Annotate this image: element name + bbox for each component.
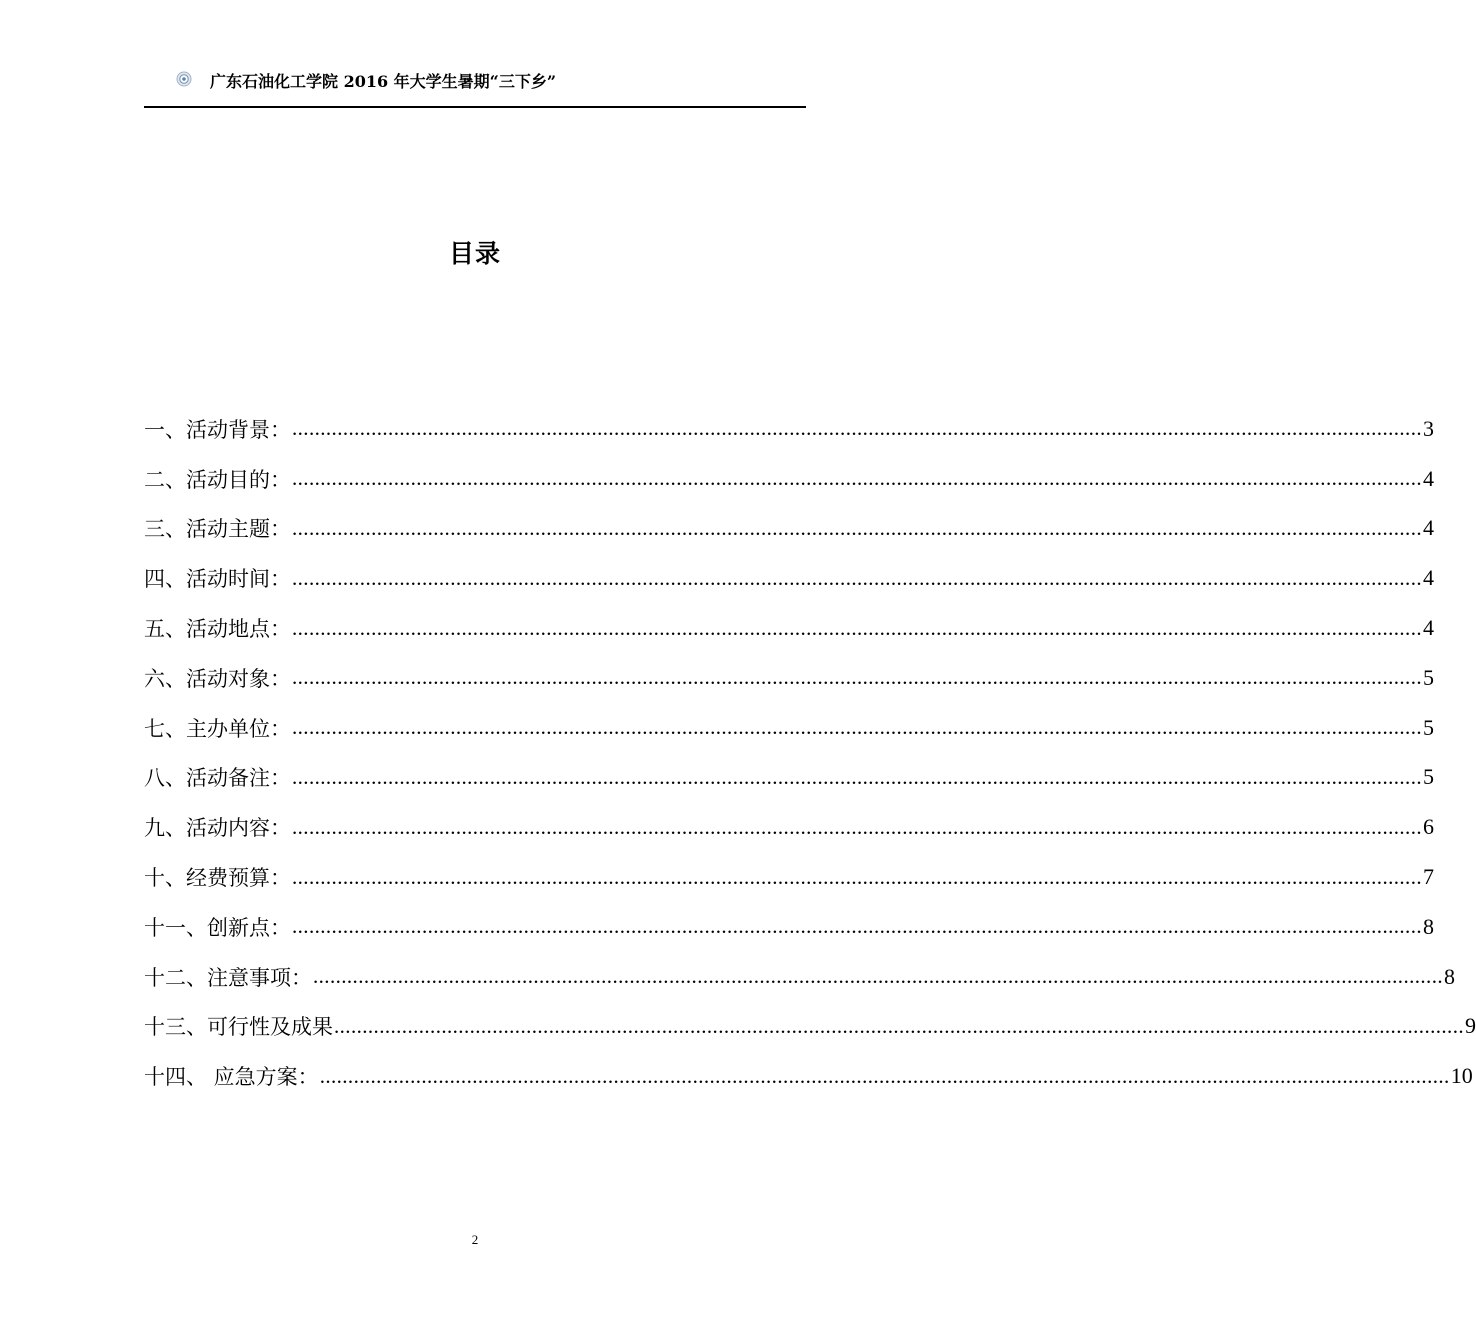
toc-entry-label: 七、主办单位： [144,716,291,741]
toc-leader-dots: ........................................................................................................................................................................................................ [292,864,1422,889]
toc-leader-dots: ........................................................................................................................................................................................................ [292,814,1422,839]
toc-entry-page: 5 [1423,764,1434,790]
toc-entry-label: 十二、注意事项： [144,965,312,990]
toc-entry[interactable] [144,553,1434,603]
toc-entry[interactable] [144,703,1434,753]
toc-entry-page: 3 [1423,415,1434,441]
toc-entry-page: 5 [1423,714,1434,740]
toc-leader-dots: ........................................................................................................................................................................................................ [319,1063,1450,1088]
page-number: 2 [471,1232,479,1247]
toc-entry-label: 三、活动主题： [144,517,291,542]
toc-entry-label: 一、活动背景： [144,417,291,442]
toc-leader-dots: ........................................................................................................................................................................................................ [334,1013,1464,1038]
toc-entry[interactable] [144,753,1434,803]
toc-entry-page: 9 [1465,1013,1476,1039]
toc-leader-dots: ........................................................................................................................................................................................................ [313,964,1443,989]
toc-entry-page: 4 [1423,465,1434,491]
toc-entry-page: 6 [1423,814,1434,840]
toc-entry-page: 7 [1423,864,1434,890]
header-title: 广东石油化工学院 2016 年大学生暑期“三下乡” [210,72,557,91]
toc-title: 目录 [448,239,501,268]
toc-entry-label: 二、活动目的： [144,467,291,492]
toc-entry-label: 十一、创新点： [144,915,291,940]
toc-leader-dots: ........................................................................................................................................................................................................ [292,914,1422,939]
toc-entry-page: 5 [1423,664,1434,690]
toc-entry-page: 8 [1444,963,1455,989]
toc-entry[interactable] [144,504,1434,554]
toc-entry[interactable] [144,454,1434,504]
toc-entry-label: 五、活动地点： [144,617,291,642]
toc-leader-dots: ........................................................................................................................................................................................................ [292,515,1422,540]
toc-leader-dots: ........................................................................................................................................................................................................ [292,615,1422,640]
toc-leader-dots: ........................................................................................................................................................................................................ [292,416,1422,441]
toc-entry-label: 十三、可行性及成果 [144,1015,333,1040]
toc-entry-page: 4 [1423,565,1434,591]
toc-entry-page: 10 [1450,1063,1473,1089]
school-emblem-icon [176,71,192,87]
toc-entry-page: 8 [1423,913,1434,939]
toc-entry-page: 4 [1423,515,1434,541]
toc-entry-label: 八、活动备注： [144,766,291,791]
toc-entry[interactable] [144,802,1434,852]
toc-leader-dots: ........................................................................................................................................................................................................ [292,665,1422,690]
toc-entry[interactable] [144,653,1434,703]
toc-entry[interactable] [144,902,1434,952]
toc-entry-label: 十四、 应急方案： [144,1065,319,1090]
toc-leader-dots: ........................................................................................................................................................................................................ [292,466,1422,491]
toc-leader-dots: ........................................................................................................................................................................................................ [292,764,1422,789]
toc-entry[interactable] [144,404,1434,454]
toc-entry[interactable] [144,603,1434,653]
toc-entry[interactable] [144,852,1434,902]
toc-entry-label: 六、活动对象： [144,666,291,691]
toc-leader-dots: ........................................................................................................................................................................................................ [292,715,1422,740]
toc-entry[interactable] [144,1051,1473,1101]
toc-entry[interactable] [144,1002,1476,1052]
toc-entry-label: 十、经费预算： [144,866,291,891]
toc-entry[interactable] [144,952,1455,1002]
toc-entry-label: 四、活动时间： [144,567,291,592]
toc-entry-label: 九、活动内容： [144,816,291,841]
toc-leader-dots: ........................................................................................................................................................................................................ [292,565,1422,590]
table-of-contents [144,404,1476,1101]
toc-entry-page: 4 [1423,615,1434,641]
page-header [144,60,806,108]
